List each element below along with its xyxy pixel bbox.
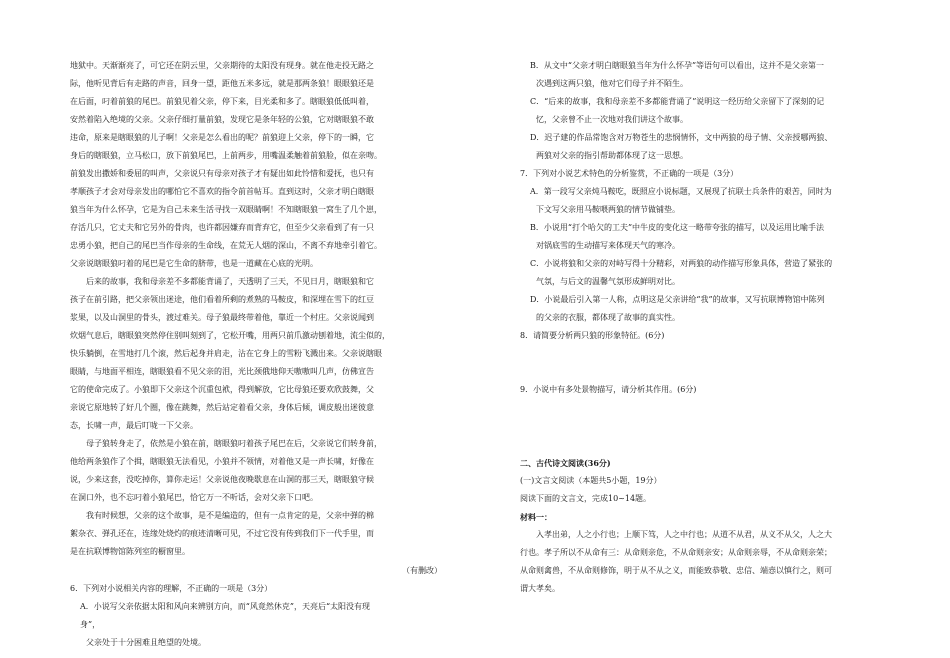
question-7-option-a-cont: 下文写父亲用马鞍喂两狼的情节做铺垫。 [536,205,680,214]
story-line: 在洞口外，也不忘叼着小狼尾巴，恰它万一不听话，会对父亲下口吧。 [70,493,318,502]
story-line: 忠勇小狼，把自己的尾巴当作母亲的生命线，在荒无人烟的深山，不离不弃地牵引着它。 [70,241,382,250]
story-line: 存活几只，它丈夫和它另外的骨肉，也许都因嫌弃而背弃它，但至少父亲看到了有一只 [70,223,374,232]
classical-text-line: 行也。孝子所以不从命有三：从命则亲危，不从命则亲安；从命则亲辱，不从命则亲荣； [520,548,832,557]
question-6-option-d: D．迟子建的作品常饱含对万物苍生的悲悯情怀，文中两狼的母子情、父亲授哪两狼、 [530,133,833,142]
story-line: 父亲说瞎眼狼叼着的尾巴是它生命的脐带，也是一道藏在心底的光明。 [70,259,318,268]
question-6-option-b: B．从文中“父亲才明白瞎眼狼当年为什么怀孕”等语句可以看出，这并不是父亲第一 [530,61,825,70]
classical-text-line: 从命则禽兽，不从命则修饰，明于从不从之义，而能致恭敬、忠信、端悫以慎行之，则可 [520,566,832,575]
story-line: 眼睛，与地面平相连，瞎眼狼看不见父亲的泪，光比颈俄地仰天嗷嗷叫几声，仿佛宣告 [70,367,374,376]
material-label: 材料一： [520,512,552,522]
story-paragraph-start: 我有时候想，父亲的这个故事，是不是编造的，但有一点肯定的是，父亲中弹的棉 [86,511,374,520]
section-title: 二、古代诗文阅读(36分) [520,458,611,468]
story-line: 态，长啸一声，最后叮咙一下父亲。 [70,421,198,430]
instruction: 阅读下面的文言文，完成10~14题。 [520,494,652,503]
question-7-option-b: B．小说用“打个哈欠的工夫”中牛皮的变化这一略带夸张的描写，以及运用比喻手法 [530,223,825,232]
story-line: 孝顺孩子才会对母亲发出的哪怕它不喜欢的指令前首帖耳。直到这时，父亲才明白瞎眼 [70,187,374,196]
question-6-option-c-cont: 忆，父亲曾不止一次地对我们讲这个故事。 [536,115,688,124]
question-6-option-a: A．小说写父亲依据太阳和风向来辨别方向，而“风竟然休克”，天亮后“太阳没有现 [80,602,371,611]
story-paragraph-start: 母子狼转身走了，依然是小狼在前，瞎眼狼叼着孩子尾巴在后，父亲说它们转身前， [86,439,382,448]
story-line: 身后的瞎眼狼，立马松口，放下前狼尾巴，上前两步，用嘴温柔触着前狼脸，似在亲吻。 [70,151,382,160]
story-line: 地狱中。天渐渐亮了，可它还在阴云里，父亲期待的太阳没有现身。就在他走投无路之 [70,61,374,70]
question-6-option-d-cont: 两狼对父亲的指引帮助都体现了这一思想。 [536,151,688,160]
story-line: 浆果，以及山洞里的骨头，渡过难关。母子狼最终带着他，靠近一个村庄。父亲说闻到 [70,313,374,322]
story-line: 际，他听见背后有走路的声音，回身一望，距他五米多远，就是那两条狼！眼眼狼还是 [70,79,374,88]
story-line: 它的使命完成了。小狼即下父亲这个沉重包袱，得到解放，它比母狼还要欢欣鼓舞，父 [70,385,374,394]
story-line: 是在抗联博物馆陈列室的橱窗里。 [70,547,190,556]
story-line: 絮杂衣、弹孔还在，连缘处烧灼的痕迹清晰可见，不过它没有传到我们下一代手里，而 [70,529,374,538]
classical-text-line: 入孝出弟，人之小行也；上顺下笃，人之中行也；从道不从君，从义不从父，人之大 [536,530,832,539]
subsection-title: (一)文言文阅读（本题共5小题，19分） [520,476,662,485]
story-line: 违命，原来是瞎眼狼的儿子啊！父亲是怎么看出的呢？前狼迎上父亲，停下的一瞬，它 [70,133,374,142]
question-8: 8．请简要分析两只狼的形象特征。(6分) [520,331,665,340]
question-9: 9．小说中有多处景物描写，请分析其作用。(6分) [520,385,697,394]
story-line: 亲说它原地转了好几个圈，像在跳舞，然后站定着看父亲，身体后倾，调皮般出迷彼意 [70,403,374,412]
question-6-option-b-cont: 次遇到这两只狼，他对它们母子并不陌生。 [536,79,688,88]
classical-text-line: 谓大孝矣。 [520,584,560,593]
question-6-option-a-cont: 身”， [80,620,101,629]
story-paragraph-start: 后来的故事，我和母亲差不多都能背诵了，天透明了三天，不见日月，瞎眼狼和它 [86,277,374,286]
question-6-option-a-cont: 父亲处于十分困难且绝望的处境。 [86,638,206,647]
story-line: 安然着陷入绝境的父亲。父亲仔细打量前狼，发现它是条年轻的公狼，它对瞎眼狼不敢 [70,115,374,124]
story-line: 炊烟气息后，瞎眼狼突然停住别叫刻到了，它松开嘴，用两只前爪激动刨着地，流尘似的， [70,331,390,340]
story-line: 狼当年为什么怀孕，它是为自己未来生活寻找一双眼睛啊！不知瞎眼狼一窝生了几个崽， [70,205,382,214]
question-7-option-a: A．第一段写父亲炖马鞍吃，既照应小说标题，又展现了抗联士兵条件的艰苦，同时为 [530,187,832,196]
question-7-option-d: D．小说最后引入第一人称，点明这是父亲讲给“我”的故事，又写抗联博物馆中陈列 [530,295,825,304]
story-line: 前狼发出撒娇和委屈的叫声，父亲说只有母亲对孩子才有疑出如此怜惜和爱抚，也只有 [70,169,374,178]
source-note: （有删改） [402,566,442,575]
question-7-option-d-cont: 的父亲的衣服，都体现了故事的真实性。 [536,313,680,322]
question-6-option-c: C．“后来的故事，我和母亲差不多都能背诵了”说明这一经历给父亲留下了深刻的记 [530,97,825,106]
question-7-option-b-cont: 对锅底雪的生动描写来体现天气的寒冷。 [536,241,680,250]
story-line: 说，少来这套，没吃掉你，算你走运！父亲说他夜晚歇息在山洞的那三天，瞎眼狼守候 [70,475,374,484]
story-line: 孩子在前引路，把父亲领出迷途，他们看着所剩的煮熟的马鞍皮，和深埋在雪下的红豆 [70,295,374,304]
question-7-stem: 7．下列对小说艺术特色的分析鉴赏，不正确的一项是（3分） [520,169,739,178]
story-line: 在后面，叼着前狼的尾巴。前狼见着父亲，停下来，目光柔和多了。瞎眼狼低低叫着， [70,97,374,106]
story-line: 快乐躺倒，在雪地打几个滚，然后起身并肩走，沾在它身上的雪粉飞溅出来。父亲说瞎眼 [70,349,382,358]
question-7-option-c-cont: 气氛，与后文的温馨气氛形成鲜明对比。 [536,277,680,286]
story-line: 他给两条狼作了个揖，瞎眼狼无法看见，小狼并不领情，对着他又是一声长啸，好像在 [70,457,374,466]
question-7-option-c: C．小说将狼和父亲的对峙写得十分精彩，对两狼的动作描写形象具体，营造了紧张的 [530,259,833,268]
question-6-stem: 6．下列对小说相关内容的理解，不正确的一项是（3分） [70,584,273,593]
